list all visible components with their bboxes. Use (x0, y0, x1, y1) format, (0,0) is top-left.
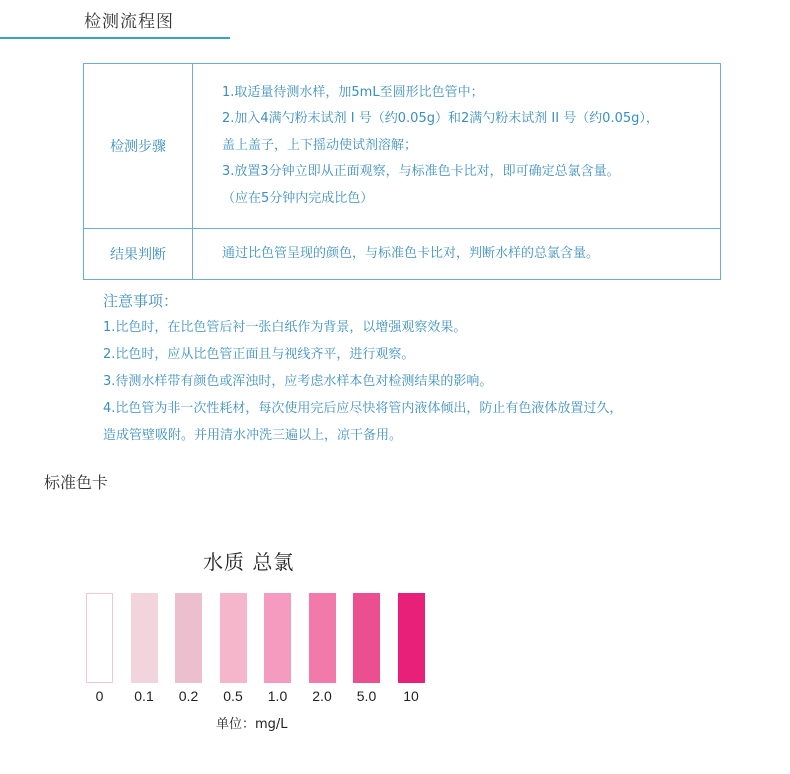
swatch-label: 0 (95, 688, 104, 704)
table-row (84, 229, 721, 280)
color-swatch (264, 593, 291, 683)
title-underline (0, 37, 230, 39)
swatch-label: 1.0 (267, 688, 288, 704)
unit-label: 单位：mg/L (216, 717, 288, 732)
note-line: 3.待测水样带有颜色或浑浊时，应考虑水样本色对检测结果的影响。 (103, 374, 493, 389)
notes-section (103, 288, 622, 449)
row-label-result: 结果判断 (84, 229, 193, 280)
note-line: 造成管壁吸附。并用清水冲洗三遍以上，凉干备用。 (103, 428, 403, 443)
color-swatch (398, 593, 425, 683)
color-swatch (353, 593, 380, 683)
color-swatch (309, 593, 336, 683)
table-row (84, 64, 721, 229)
swatch-label: 0.1 (134, 688, 154, 704)
page-title: 检测流程图 (84, 12, 174, 32)
step-line: 盖上盖子，上下摇动使试剂溶解； (222, 137, 418, 153)
color-swatch (131, 593, 158, 683)
note-line: 1.比色时，在比色管后衬一张白纸作为背景，以增强观察效果。 (103, 320, 467, 335)
result-line: 通过比色管呈现的颜色，与标准色卡比对，判断水样的总氯含量。 (222, 245, 600, 261)
step-line: 1.取适量待测水样，加5mL至圆形比色管中； (222, 84, 484, 100)
swatch-label: 0.5 (223, 688, 243, 704)
step-line: （应在5分钟内完成比色） (222, 190, 374, 206)
color-swatch (86, 593, 113, 683)
procedure-table (83, 63, 721, 280)
step-line: 3.放置3分钟立即从正面观察，与标准色卡比对，即可确定总氯含量。 (222, 164, 620, 180)
swatch-label: 0.2 (178, 688, 199, 704)
notes-title: 注意事项： (103, 292, 179, 310)
row-content-steps (193, 64, 721, 229)
row-content-result (193, 229, 721, 280)
swatch-label: 5.0 (356, 688, 377, 704)
note-line: 4.比色管为非一次性耗材，每次使用完后应尽快将管内液体倾出，防止有色液体放置过久， (103, 401, 623, 416)
color-swatch (220, 593, 247, 683)
swatch-label: 10 (403, 688, 419, 704)
swatch-label: 2.0 (312, 688, 332, 704)
step-line: 2.加入4满勺粉末试剂 I 号（约0.05g）和2满勺粉末试剂 II 号（约0.05g）， (222, 111, 659, 127)
color-card-section-title: 标准色卡 (44, 473, 109, 492)
color-card-heading: 水质 总氯 (203, 550, 295, 574)
note-line: 2.比色时，应从比色管正面且与视线齐平，进行观察。 (103, 347, 415, 362)
color-swatch (175, 593, 202, 683)
row-label-steps: 检测步骤 (84, 64, 193, 229)
